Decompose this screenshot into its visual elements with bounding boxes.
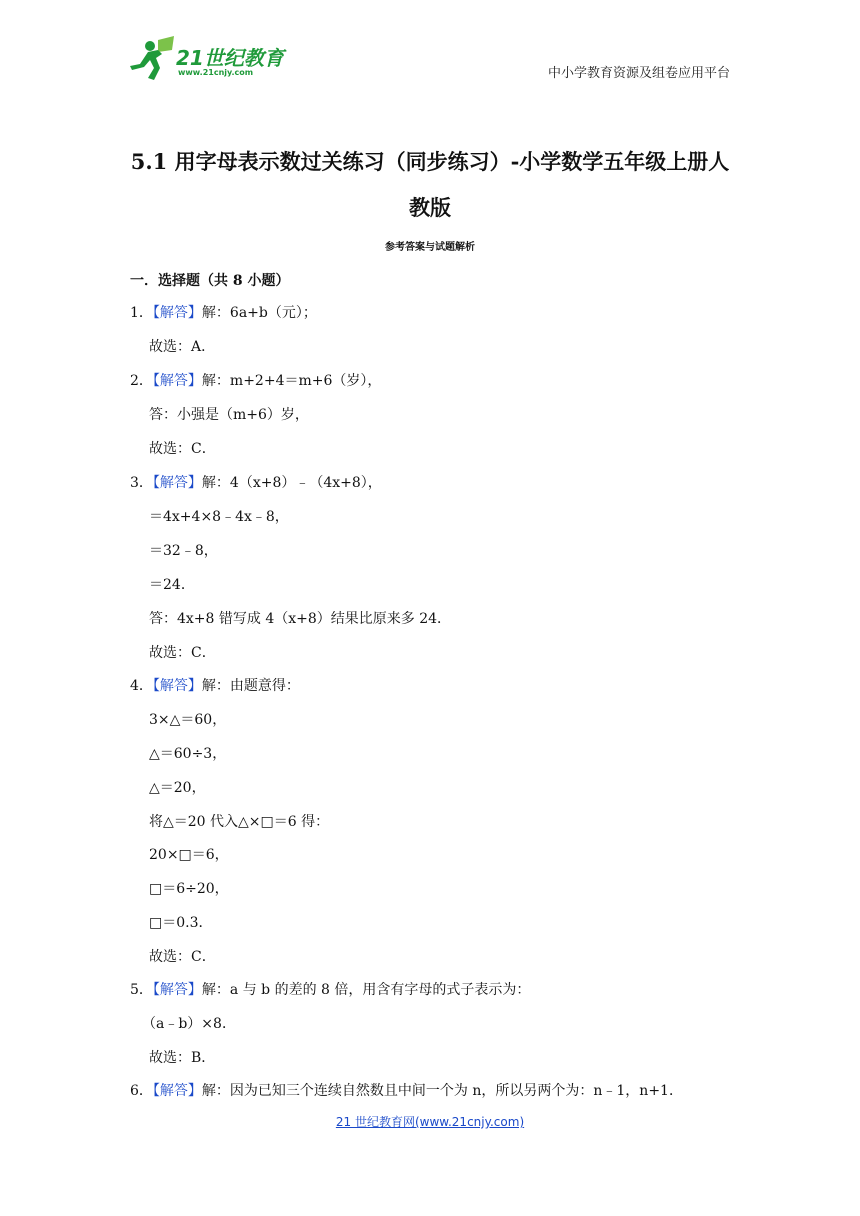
answer-3-choice: 故选：C． bbox=[149, 645, 216, 661]
platform-label: 中小学教育资源及组卷应用平台 bbox=[547, 66, 730, 81]
answer-3: 3．【解答】解：4（x+8）﹣（4x+8）， bbox=[130, 475, 382, 491]
footer-link[interactable]: 21 世纪教育网(www.21cnjy.com) bbox=[335, 1115, 525, 1129]
answer-4-step: 20×□＝6， bbox=[149, 847, 229, 863]
answer-1: 1．【解答】解：6a+b（元）； bbox=[130, 305, 317, 321]
document-title-line1: 5.1 用字母表示数过关练习（同步练习）-小学数学五年级上册人 bbox=[130, 149, 730, 174]
site-logo bbox=[128, 36, 298, 84]
answer-4-step: □＝0.3． bbox=[149, 915, 213, 931]
answer-4-choice: 故选：C． bbox=[149, 949, 216, 965]
answer-3-conclusion: 答：4x+8 错写成 4（x+8）结果比原来多 24． bbox=[149, 611, 452, 627]
answer-4-step: △＝60÷3， bbox=[149, 746, 227, 762]
answer-3-step: ＝24． bbox=[149, 577, 195, 593]
runner-icon bbox=[128, 36, 176, 82]
document-subtitle: 参考答案与试题解析 bbox=[385, 242, 475, 253]
answer-tag: 【解答】 bbox=[152, 475, 202, 491]
answer-6: 6．【解答】解：因为已知三个连续自然数且中间一个为 n，所以另两个为：n﹣1，n+1． bbox=[130, 1083, 683, 1099]
answer-5-choice: 故选：B． bbox=[149, 1050, 216, 1066]
answer-2-choice: 故选：C． bbox=[149, 441, 216, 457]
answer-tag: 【解答】 bbox=[152, 678, 202, 694]
answer-5: 5．【解答】解：a 与 b 的差的 8 倍，用含有字母的式子表示为： bbox=[130, 982, 531, 998]
answer-tag: 【解答】 bbox=[152, 982, 202, 998]
answer-3-step: ＝32﹣8， bbox=[149, 543, 218, 559]
answer-tag: 【解答】 bbox=[152, 305, 202, 321]
answer-4-step: 3×△＝60， bbox=[149, 712, 227, 728]
answer-4-step: △＝20， bbox=[149, 780, 206, 796]
answer-tag: 【解答】 bbox=[152, 373, 202, 389]
answer-2-line: 答：小强是（m+6）岁， bbox=[149, 407, 309, 423]
answer-4: 4．【解答】解：由题意得： bbox=[130, 678, 300, 694]
answer-4-step: □＝6÷20， bbox=[149, 881, 229, 897]
answer-1-choice: 故选：A． bbox=[149, 339, 216, 355]
answer-3-step: ＝4x+4×8﹣4x﹣8， bbox=[149, 509, 289, 525]
logo-url: www.21cnjy.com bbox=[178, 68, 254, 77]
section-heading: 一．选择题（共 8 小题） bbox=[130, 273, 290, 289]
document-title-line2: 教版 bbox=[409, 195, 451, 220]
answer-5-expression: （a﹣b）×8． bbox=[142, 1016, 236, 1032]
answer-tag: 【解答】 bbox=[152, 1083, 202, 1099]
answer-4-step: 将△＝20 代入△×□＝6 得： bbox=[149, 814, 330, 830]
answer-2: 2．【解答】解：m+2+4＝m+6（岁）， bbox=[130, 373, 382, 389]
logo-text: 21世纪教育 bbox=[176, 46, 284, 70]
